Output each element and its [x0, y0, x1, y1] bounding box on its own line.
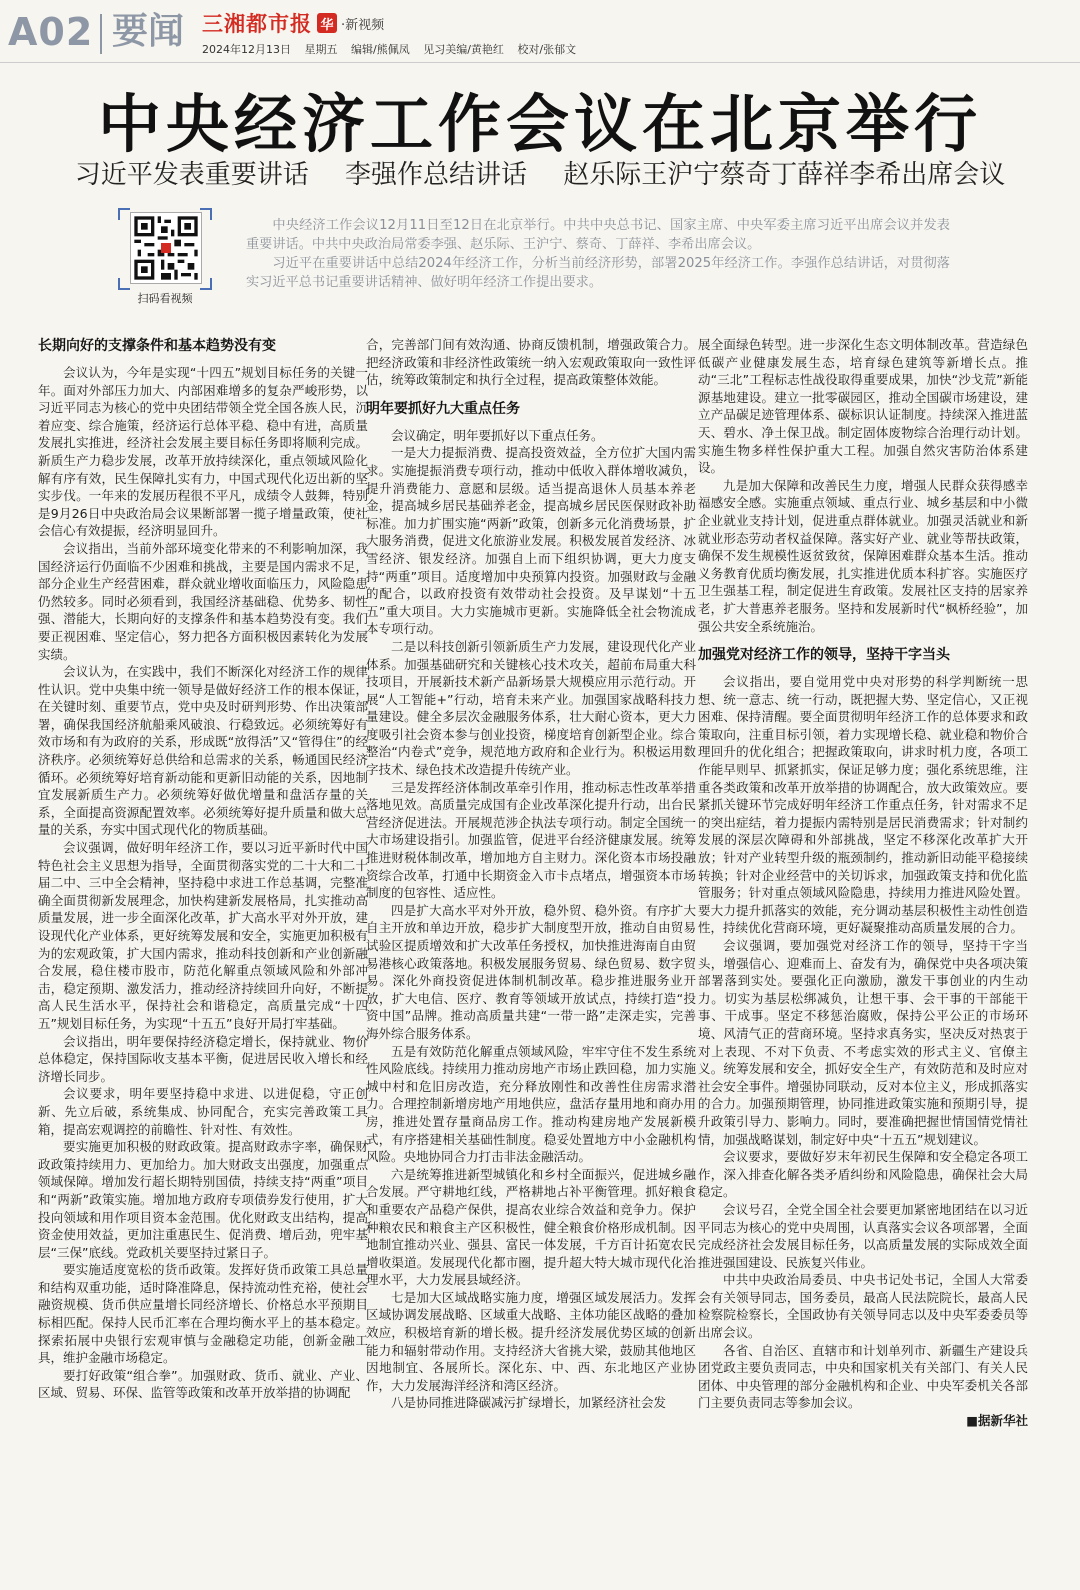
editor-credit: 编辑/熊佩凤	[351, 43, 410, 56]
header-rule	[0, 62, 1080, 63]
paragraph: 会议要求，要做好岁末年初民生保障和安全稳定各项工作，深入排查化解各类矛盾纠纷和风险隐患，确保社会大局稳定。	[698, 1149, 1028, 1200]
paragraph: 九是加大保障和改善民生力度，增强人民群众获得感幸福感安全感。实施重点领域、重点行业、城乡基层和中小微企业就业支持计划，促进重点群体就业。加强灵活就业和新就业形态劳动者权益保障。落实好产业、就业等帮扶政策，确保不发生规模性返贫致贫，保障困难群众基本生活。推动义务教育优质均衡发展，扎实推进优质本科扩容。实施医疗卫生强基工程，制定促进生育政策。发展社区支持的居家养老，扩大普惠养老服务。坚持和发展新时代“枫桥经验”，加强公共安全系统施治。	[698, 477, 1028, 634]
headline: 中央经济工作会议在北京举行	[98, 88, 982, 161]
paragraph: 三是发挥经济体制改革牵引作用，推动标志性改革举措落地见效。高质量完成国有企业改革深化提升行动，出台民营经济促进法。开展规范涉企执法专项行动。制定全国统一大市场建设指引。加强监管，促进平台经济健康发展。统筹推进财税体制改革，增加地方自主财力。深化资本市场投融资综合改革，打通中长期资金入市卡点堵点，增强资本市场制度的包容性、适应性。	[366, 779, 696, 901]
paragraph: 要实施更加积极的财政政策。提高财政赤字率，确保财政政策持续用力、更加给力。加大财政支出强度，加强重点领域保障。增加发行超长期特别国债，持续支持“两重”项目和“两新”政策实施。增加地方政府专项债券发行使用，扩大投向领域和用作项目资本金范围。优化财政支出结构，提高资金使用效益，更加注重惠民生、促消费、增后劲，兜牢基层“三保”底线。党政机关要坚持过紧日子。	[38, 1139, 368, 1260]
lead-paragraph	[246, 216, 950, 292]
paragraph: 要实施适度宽松的货币政策。发挥好货币政策工具总量和结构双重功能，适时降准降息，保持流动性充裕，使社会融资规模、货币供应量增长同经济增长、价格总水平预期目标相匹配。保持人民币汇率在合理均衡水平上的基本稳定。探索拓展中央银行宏观审慎与金融稳定功能，创新金融工具，维护金融市场稳定。	[38, 1262, 368, 1366]
section-heading: 长期向好的支撑条件和基本趋势没有变	[38, 338, 276, 354]
lead-text-2: 习近平在重要讲话中总结2024年经济工作，分析当前经济形势，部署2025年经济工作。李强作总结讲话，对贯彻落实习近平总书记重要讲话精神、做好明年经济工作提出要求。	[246, 256, 950, 290]
paragraph: 会议指出，明年要保持经济稳定增长，保持就业、物价总体稳定，保持国际收支基本平衡，促进居民收入增长和经济增长同步。	[38, 1033, 368, 1084]
paragraph: 七是加大区域战略实施力度，增强区域发展活力。发挥区域协调发展战略、区域重大战略、主体功能区战略的叠加效应，积极培育新的增长极。提升经济发展优势区域的创新能力和辐射带动作用。支持经济大省挑大梁，鼓励其他地区因地制宜、各展所长。深化东、中、西、东北地区产业协作，大力发展海洋经济和湾区经济。	[366, 1289, 696, 1393]
page-header	[0, 0, 1080, 62]
qr-code-icon[interactable]	[130, 212, 202, 284]
paragraph: 会议强调，要加强党对经济工作的领导，坚持干字当头，增强信心、迎难而上、奋发有为，确保党中央各项决策部署落到实处。要强化正向激励，激发干事创业的内生动力。切实为基层松绑减负，让想干事、会干事的干部能干事、干成事。坚定不移惩治腐败，保持公平公正的市场环境、风清气正的营商环境。坚持求真务实，坚决反对热衷于对上表现、不对下负责、不考虑实效的形式主义、官僚主义。统筹发展和安全，抓好安全生产，有效防范和及时应对社会安全事件。增强协同联动，反对本位主义，形成抓落实的合力。加强预期管理，协同推进政策实施和预期引导，提升政策引导力、影响力。同时，要准确把握世情国情党情社情，加强战略谋划，制定好中央“十五五”规划建议。	[698, 938, 1028, 1147]
paragraph-continued: 展全面绿色转型。进一步深化生态文明体制改革。营造绿色低碳产业健康发展生态，培育绿色建筑等新增长点。推动“三北”工程标志性战役取得重要成果，加快“沙戈荒”新能源基地建设。建立一批零碳园区，推动全国碳市场建设，建立产品碳足迹管理体系、碳标识认证制度。持续深入推进蓝天、碧水、净土保卫战。制定固体废物综合治理行动计划。实施生物多样性保护重大工程。加强自然灾害防治体系建设。	[698, 337, 1028, 476]
subhead-1: 习近平发表重要讲话	[74, 160, 309, 190]
paragraph: 会议认为，今年是实现“十四五”规划目标任务的关键一年。面对外部压力加大、内部困难增多的复杂严峻形势，以习近平同志为核心的党中央团结带领全党全国各族人民，沉着应变、综合施策，经济运行总体平稳、稳中有进，高质量发展扎实推进，经济社会发展主要目标任务即将顺利完成。新质生产力稳步发展，改革开放持续深化，重点领域风险化解有序有效，民生保障扎实有力，中国式现代化迈出新的坚实步伐。一年来的发展历程很不平凡，成绩令人鼓舞，特别是9月26日中央政治局会议果断部署一揽子增量政策，使社会信心有效提振，经济明显回升。	[38, 365, 368, 539]
paragraph-continued: 合，完善部门间有效沟通、协商反馈机制，增强政策合力。把经济政策和非经济性政策统一纳入宏观政策取向一致性评估，统筹政策制定和执行全过程，提高政策整体效能。	[366, 337, 696, 388]
subheadline	[0, 158, 1080, 192]
lead-text-1: 中央经济工作会议12月11日至12日在北京举行。中共中央总书记、国家主席、中央军委主席习近平出席会议并发表重要讲话。中共中央政治局常委李强、赵乐际、王沪宁、蔡奇、丁薛祥、李希出席会议。	[246, 218, 950, 252]
paragraph: 八是协同推进降碳减污扩绿增长，加紧经济社会发	[391, 1395, 667, 1411]
subhead-2: 李强作总结讲话	[344, 160, 527, 190]
source-credit-text: ■据新华社	[966, 1413, 1028, 1429]
paragraph: 五是有效防范化解重点领域风险，牢牢守住不发生系统性风险底线。持续用力推动房地产市场止跌回稳，加力实施城中村和危旧房改造，充分释放刚性和改善性住房需求潜力。合理控制新增房地产用地供应，盘活存量用地和商办用房，推进处置存量商品房工作。推动构建房地产发展新模式，有序搭建相关基础性制度。稳妥处置地方中小金融机构风险。央地协同合力打击非法金融活动。	[366, 1043, 696, 1165]
issue-weekday: 星期五	[304, 43, 338, 56]
article-column-3	[698, 336, 1028, 1576]
source-credit	[698, 1412, 1028, 1430]
newspaper-brand	[202, 10, 384, 36]
section-heading: 加强党对经济工作的领导，坚持干字当头	[698, 647, 950, 664]
paragraph: 各省、自治区、直辖市和计划单列市、新疆生产建设兵团党政主要负责同志，中央和国家机关有关部门、有关人民团体、中央管理的部分金融机构和企业、中央军委机关各部门主要负责同志等参加会议。	[698, 1342, 1028, 1411]
article-column-1	[38, 336, 368, 1576]
paragraph: 四是扩大高水平对外开放，稳外贸、稳外资。有序扩大自主开放和单边开放，稳步扩大制度型开放，推动自由贸易试验区提质增效和扩大改革任务授权，加快推进海南自由贸易港核心政策落地。积极发展服务贸易、绿色贸易、数字贸易。深化外商投资促进体制机制改革。稳步推进服务业开放，扩大电信、医疗、教育等领域开放试点，持续打造“投资中国”品牌。推动高质量共建“一带一路”走深走实，完善海外综合服务体系。	[366, 902, 696, 1041]
paragraph: 一是大力提振消费、提高投资效益，全方位扩大国内需求。实施提振消费专项行动，推动中低收入群体增收减负，提升消费能力、意愿和层级。适当提高退休人员基本养老金，提高城乡居民基础养老金，提高城乡居民医保财政补助标准。加力扩围实施“两新”政策，创新多元化消费场景，扩大服务消费，促进文化旅游业发展。积极发展首发经济、冰雪经济、银发经济。加强自上而下组织协调，更大力度支持“两重”项目。适度增加中央预算内投资。加强财政与金融的配合，以政府投资有效带动社会投资。及早谋划“十五五”重大项目。大力实施城市更新。实施降低全社会物流成本专项行动。	[366, 445, 696, 637]
subhead-3: 赵乐际王沪宁蔡奇丁薛祥李希出席会议	[563, 160, 1006, 190]
issue-meta	[202, 41, 586, 57]
paragraph: 会议要求，明年要坚持稳中求进、以进促稳，守正创新、先立后破，系统集成、协同配合，充实完善政策工具箱，提高宏观调控的前瞻性、针对性、有效性。	[38, 1086, 368, 1137]
qr-caption: 扫码看视频	[137, 292, 193, 305]
paragraph: 要打好政策“组合拳”。加强财政、货币、就业、产业、区域、贸易、环保、监管等政策和改革开放举措的协调配	[38, 1367, 368, 1401]
paragraph: 会议号召，全党全国全社会要更加紧密地团结在以习近平同志为核心的党中央周围，认真落实会议各项部署，全面完成经济社会发展目标任务，以高质量发展的实际成效全面推进强国建设、民族复兴伟业。	[698, 1201, 1028, 1270]
paragraph: 会议确定，明年要抓好以下重点任务。	[391, 427, 604, 443]
article-column-2	[366, 336, 696, 1576]
paragraph: 二是以科技创新引领新质生产力发展，建设现代化产业体系。加强基础研究和关键核心技术攻关，超前布局重大科技项目，开展新技术新产品新场景大规模应用示范行动。开展“人工智能+”行动，培育未来产业。加强国家战略科技力量建设。健全多层次金融服务体系，壮大耐心资本，更大力度吸引社会资本参与创业投资，梯度培育创新型企业。综合整治“内卷式”竞争，规范地方政府和企业行为。积极运用数字技术、绿色技术改造提升传统产业。	[366, 638, 696, 778]
paragraph: 中共中央政治局委员、中央书记处书记，全国人大常委会有关领导同志，国务委员，最高人民法院院长，最高人民检察院检察长，全国政协有关领导同志以及中央军委委员等出席会议。	[698, 1272, 1028, 1341]
paragraph: 会议强调，做好明年经济工作，要以习近平新时代中国特色社会主义思想为指导，全面贯彻落实党的二十大和二十届二中、三中全会精神，坚持稳中求进工作总基调，完整准确全面贯彻新发展理念，加快构建新发展格局，扎实推动高质量发展，进一步全面深化改革，扩大高水平对外开放，建设现代化产业体系，更好统筹发展和安全，实施更加积极有为的宏观政策，扩大国内需求，推动科技创新和产业创新融合发展，稳住楼市股市，防范化解重点领域风险和外部冲击，稳定预期、激发活力，推动经济持续回升向好，不断提高人民生活水平，保持社会和谐稳定，高质量完成“十四五”规划目标任务，为实现“十五五”良好开局打牢基础。	[38, 840, 368, 1031]
section-name: 要闻	[112, 11, 185, 52]
proofreader-credit: 校对/张郁文	[517, 43, 577, 56]
designer-credit: 见习美编/黄艳红	[423, 43, 504, 56]
paragraph: 会议指出，当前外部环境变化带来的不利影响加深，我国经济运行仍面临不少困难和挑战，主要是国内需求不足，部分企业生产经营困难，群众就业增收面临压力，风险隐患仍然较多。同时必须看到，我国经济基础稳、优势多、韧性强、潜能大，长期向好的支撑条件和基本趋势没有变。我们要正视困难、坚定信心，努力把各方面积极因素转化为发展实绩。	[38, 540, 368, 662]
paragraph: 会议指出，要自觉用党中央对形势的科学判断统一思想、统一意志、统一行动，既把握大势、坚定信心，又正视困难、保持清醒。要全面贯彻明年经济工作的总体要求和政策取向，注重目标引领，着力实现增长稳、就业稳和物价合理回升的优化组合；把握政策取向，讲求时机力度，各项工作能早则早、抓紧抓实，保证足够力度；强化系统思维，注重各类政策和改革开放举措的协调配合，放大政策效应。要紧抓关键环节完成好明年经济工作重点任务，针对需求不足的突出症结，着力提振内需特别是居民消费需求；针对制约发展的深层次障碍和外部挑战，坚定不移深化改革扩大开放；针对产业转型升级的瓶颈制约，推动新旧动能平稳接续转换；针对企业经营中的关切诉求，加强政策支持和优化监管服务；针对重点领域风险隐患，持续用力推进风险处置。要大力提升抓落实的效能，充分调动基层积极性主动性创造性，持续优化营商环境，更好凝聚推动高质量发展的合力。	[698, 674, 1028, 936]
header-divider	[100, 14, 102, 54]
brand-logo-icon: 华	[317, 13, 337, 33]
qr-corner-icon	[118, 278, 130, 290]
paragraph: 会议认为，在实践中，我们不断深化对经济工作的规律性认识。党中央集中统一领导是做好经济工作的根本保证，在关键时刻、重要节点，党中央及时研判形势、作出决策部署，确保我国经济航船乘风破浪、行稳致远。必须统筹好有效市场和有为政府的关系，形成既“放得活”又“管得住”的经济秩序。必须统筹好总供给和总需求的关系，畅通国民经济循环。必须统筹好培育新动能和更新旧动能的关系，因地制宜发展新质生产力。必须统筹好做优增量和盘活存量的关系，全面提高资源配置效率。必须统筹好提升质量和做大总量的关系，夯实中国式现代化的物质基础。	[38, 664, 368, 838]
page-number: A02	[8, 10, 94, 54]
issue-date: 2024年12月13日	[202, 43, 291, 56]
qr-corner-icon	[118, 208, 130, 220]
qr-code-block[interactable]	[118, 208, 212, 308]
brand-name: 三湘都市报	[202, 12, 312, 36]
paragraph: 六是统筹推进新型城镇化和乡村全面振兴，促进城乡融合发展。严守耕地红线，严格耕地占补平衡管理。抓好粮食和重要农产品稳产保供，提高农业综合效益和竞争力。保护种粮农民和粮食主产区积极性，健全粮食价格形成机制。因地制宜推动兴业、强县、富民一体发展，千方百计拓宽农民增收渠道。发展现代化都市圈，提升超大特大城市现代化治理水平，大力发展县域经济。	[366, 1166, 696, 1288]
section-heading: 明年要抓好九大重点任务	[366, 400, 520, 417]
brand-subtitle: ·新视频	[341, 17, 385, 33]
